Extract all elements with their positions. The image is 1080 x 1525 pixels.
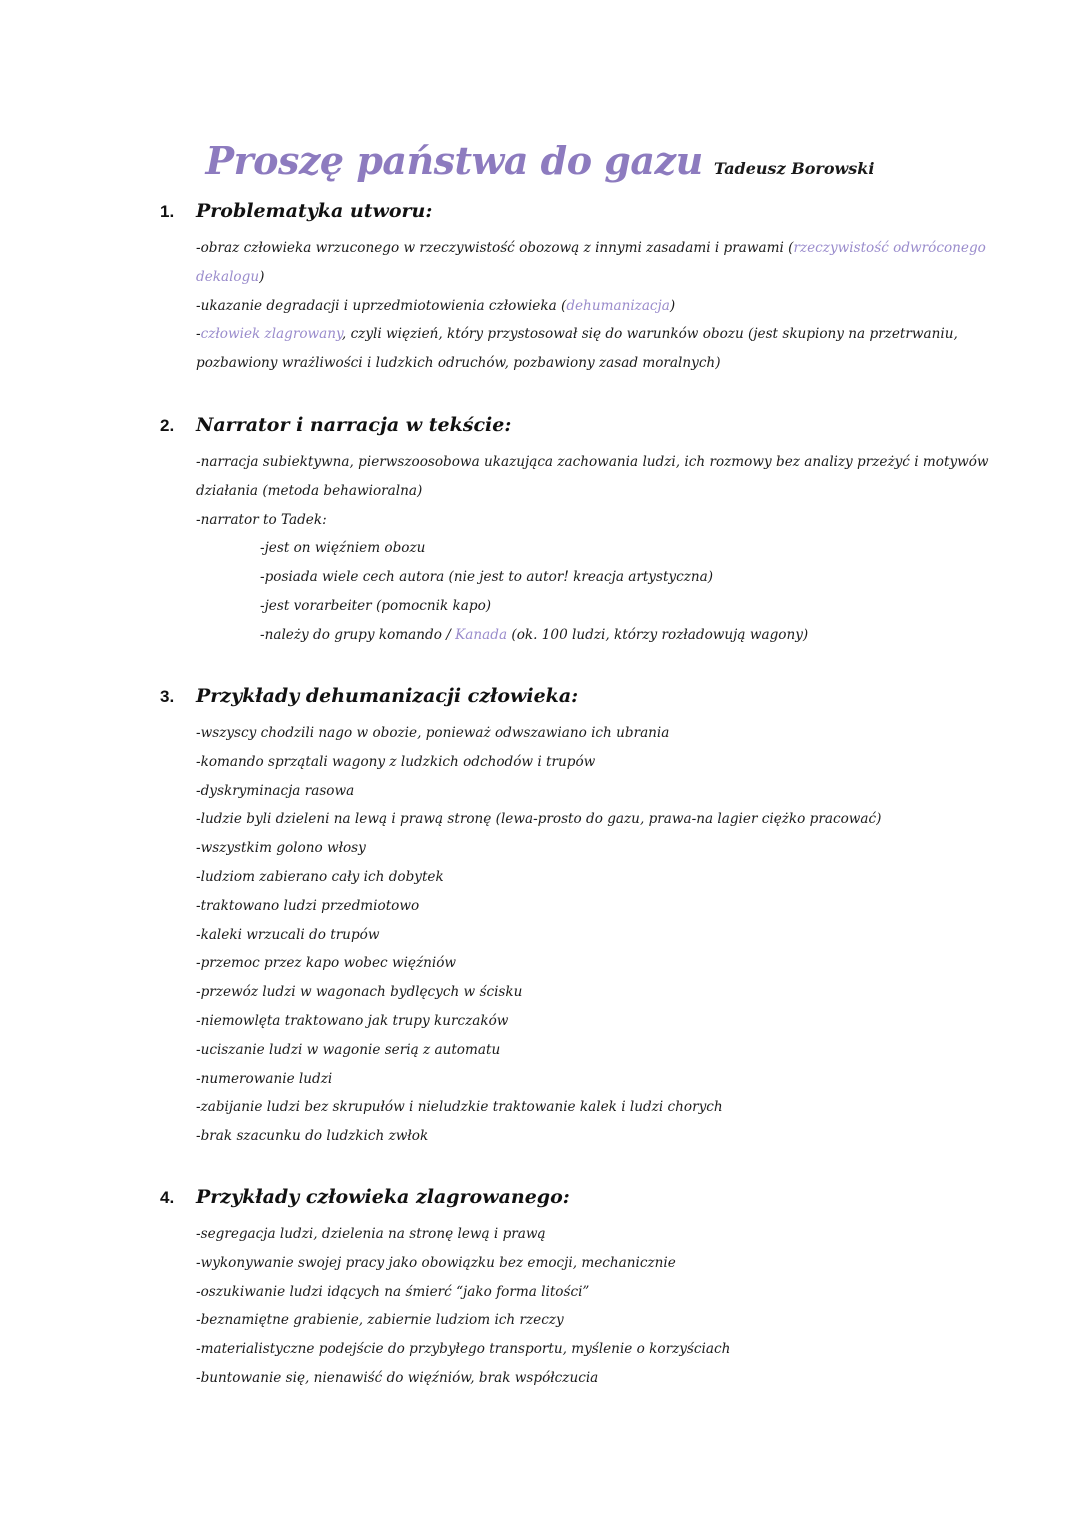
section-number: 1.: [160, 202, 175, 221]
list-item: -materialistyczne podejście do przybyłego transportu, myślenie o korzyściach: [196, 1341, 731, 1358]
list-item: -buntowanie się, nienawiść do więźniów, brak współczucia: [196, 1369, 599, 1386]
list-item: -ludziom zabierano cały ich dobytek: [196, 868, 444, 885]
list-item: -traktowano ludzi przedmiotowo: [196, 897, 420, 914]
section-narrator: [160, 414, 1020, 650]
list-item: -przewóz ludzi w wagonach bydlęcych w ścisku: [196, 984, 523, 1001]
section-number: 2.: [160, 416, 175, 435]
list-item: -dyskryminacja rasowa: [196, 782, 355, 799]
section-dehumanizacja: [160, 685, 1020, 1151]
sub-list-item: [196, 592, 1020, 621]
list-item: -komando sprzątali wagony z ludzkich odchodów i trupów: [196, 753, 596, 770]
section-heading: [160, 685, 1020, 715]
list-item: -wszyscy chodzili nago w obozie, ponieważ odwszawiano ich ubrania: [196, 725, 670, 741]
section-heading: [160, 200, 1020, 230]
sub-list-item: [196, 563, 1020, 592]
section-items: [160, 1220, 1020, 1393]
item-text: działania (metoda behawioralna): [196, 482, 423, 499]
list-item: -beznamiętne grabienie, zabiernie ludziom ich rzeczy: [196, 1312, 564, 1329]
list-item: -uciszanie ludzi w wagonie serią z automatu: [196, 1041, 501, 1058]
highlight-term: dekalogu: [196, 268, 260, 285]
section-title: Przykłady dehumanizacji człowieka:: [196, 685, 579, 707]
highlight-term: rzeczywistość odwróconego: [793, 240, 986, 256]
item-text: ): [259, 268, 265, 285]
section-items: [160, 719, 1020, 1151]
item-text: -ukazanie degradacji i uprzedmiotowienia człowieka (: [196, 297, 567, 314]
list-item: [196, 349, 1020, 378]
item-text: -jest vorarbeiter (pomocnik kapo): [260, 597, 492, 614]
item-text: , czyli więzień, który przystosował się do warunków obozu (jest skupiony na przetrwaniu,: [341, 326, 958, 343]
list-item: -zabijanie ludzi bez skrupułów i nieludzkie traktowanie kalek i ludzi chorych: [196, 1099, 723, 1116]
author-name: Tadeusz Borowski: [713, 159, 875, 178]
list-item: -ludzie byli dzieleni na lewą i prawą stronę (lewa-prosto do gazu, prawa-na lagier ciężko pracować): [196, 811, 882, 828]
title-row: [0, 138, 1080, 183]
list-item: -brak szacunku do ludzkich zwłok: [196, 1128, 429, 1145]
section-items: [160, 234, 1020, 378]
list-item: -numerowanie ludzi: [196, 1070, 333, 1087]
item-text: -narracja subiektywna, pierwszoosobowa ukazująca zachowania ludzi, ich rozmowy bez analizy przeżyć i motywów: [196, 454, 989, 470]
list-item: [196, 263, 1020, 292]
section-title: Przykłady człowieka zlagrowanego:: [196, 1186, 570, 1208]
list-item: -oszukiwanie ludzi idących na śmierć “jako forma litości”: [196, 1283, 590, 1300]
section-heading: [160, 1186, 1020, 1216]
section-items: [160, 448, 1020, 650]
list-item: [196, 320, 1020, 349]
section-number: 3.: [160, 687, 175, 706]
list-item: [196, 448, 1020, 477]
sub-list-item: [196, 621, 1020, 650]
list-item: -wszystkim golono włosy: [196, 840, 366, 857]
list-item: -niemowlęta traktowano jak trupy kurczaków: [196, 1012, 509, 1029]
item-text: (ok. 100 ludzi, którzy rozładowują wagony): [507, 626, 809, 643]
list-item: -wykonywanie swojej pracy jako obowiązku bez emocji, mechanicznie: [196, 1254, 676, 1271]
item-text: -posiada wiele cech autora (nie jest to autor! kreacja artystyczna): [260, 569, 714, 586]
highlight-term: dehumanizacja: [566, 297, 670, 314]
section-heading: [160, 414, 1020, 444]
item-text: ): [669, 297, 676, 314]
list-item: -przemoc przez kapo wobec więźniów: [196, 955, 457, 972]
item-text: -należy do grupy komando /: [260, 626, 456, 643]
item-text: -obraz człowieka wrzuconego w rzeczywistość obozową z innymi zasadami i prawami (: [196, 240, 794, 256]
list-item: [196, 292, 1020, 321]
section-title: Narrator i narracja w tekście:: [196, 414, 512, 436]
section-problematyka: [160, 200, 1020, 378]
list-item: [196, 477, 1020, 506]
section-zlagrowany: [160, 1186, 1020, 1393]
section-number: 4.: [160, 1188, 175, 1207]
highlight-term: Kanada: [455, 626, 508, 643]
section-title: Problematyka utworu:: [196, 200, 433, 222]
item-text: -: [196, 326, 201, 343]
item-text: -jest on więźniem obozu: [260, 540, 426, 557]
page-title: Proszę państwa do gazu: [205, 138, 703, 183]
item-text: -narrator to Tadek:: [196, 511, 327, 528]
list-item: -segregacja ludzi, dzielenia na stronę lewą i prawą: [196, 1226, 546, 1242]
sub-list-item: [196, 534, 1020, 563]
highlight-term: człowiek zlagrowany: [200, 326, 342, 343]
item-text: pozbawiony wrażliwości i ludzkich odruchów, pozbawiony zasad moralnych): [196, 355, 721, 372]
list-item: -kaleki wrzucali do trupów: [196, 926, 380, 943]
list-item: [196, 234, 1020, 263]
list-item: [196, 506, 1020, 535]
